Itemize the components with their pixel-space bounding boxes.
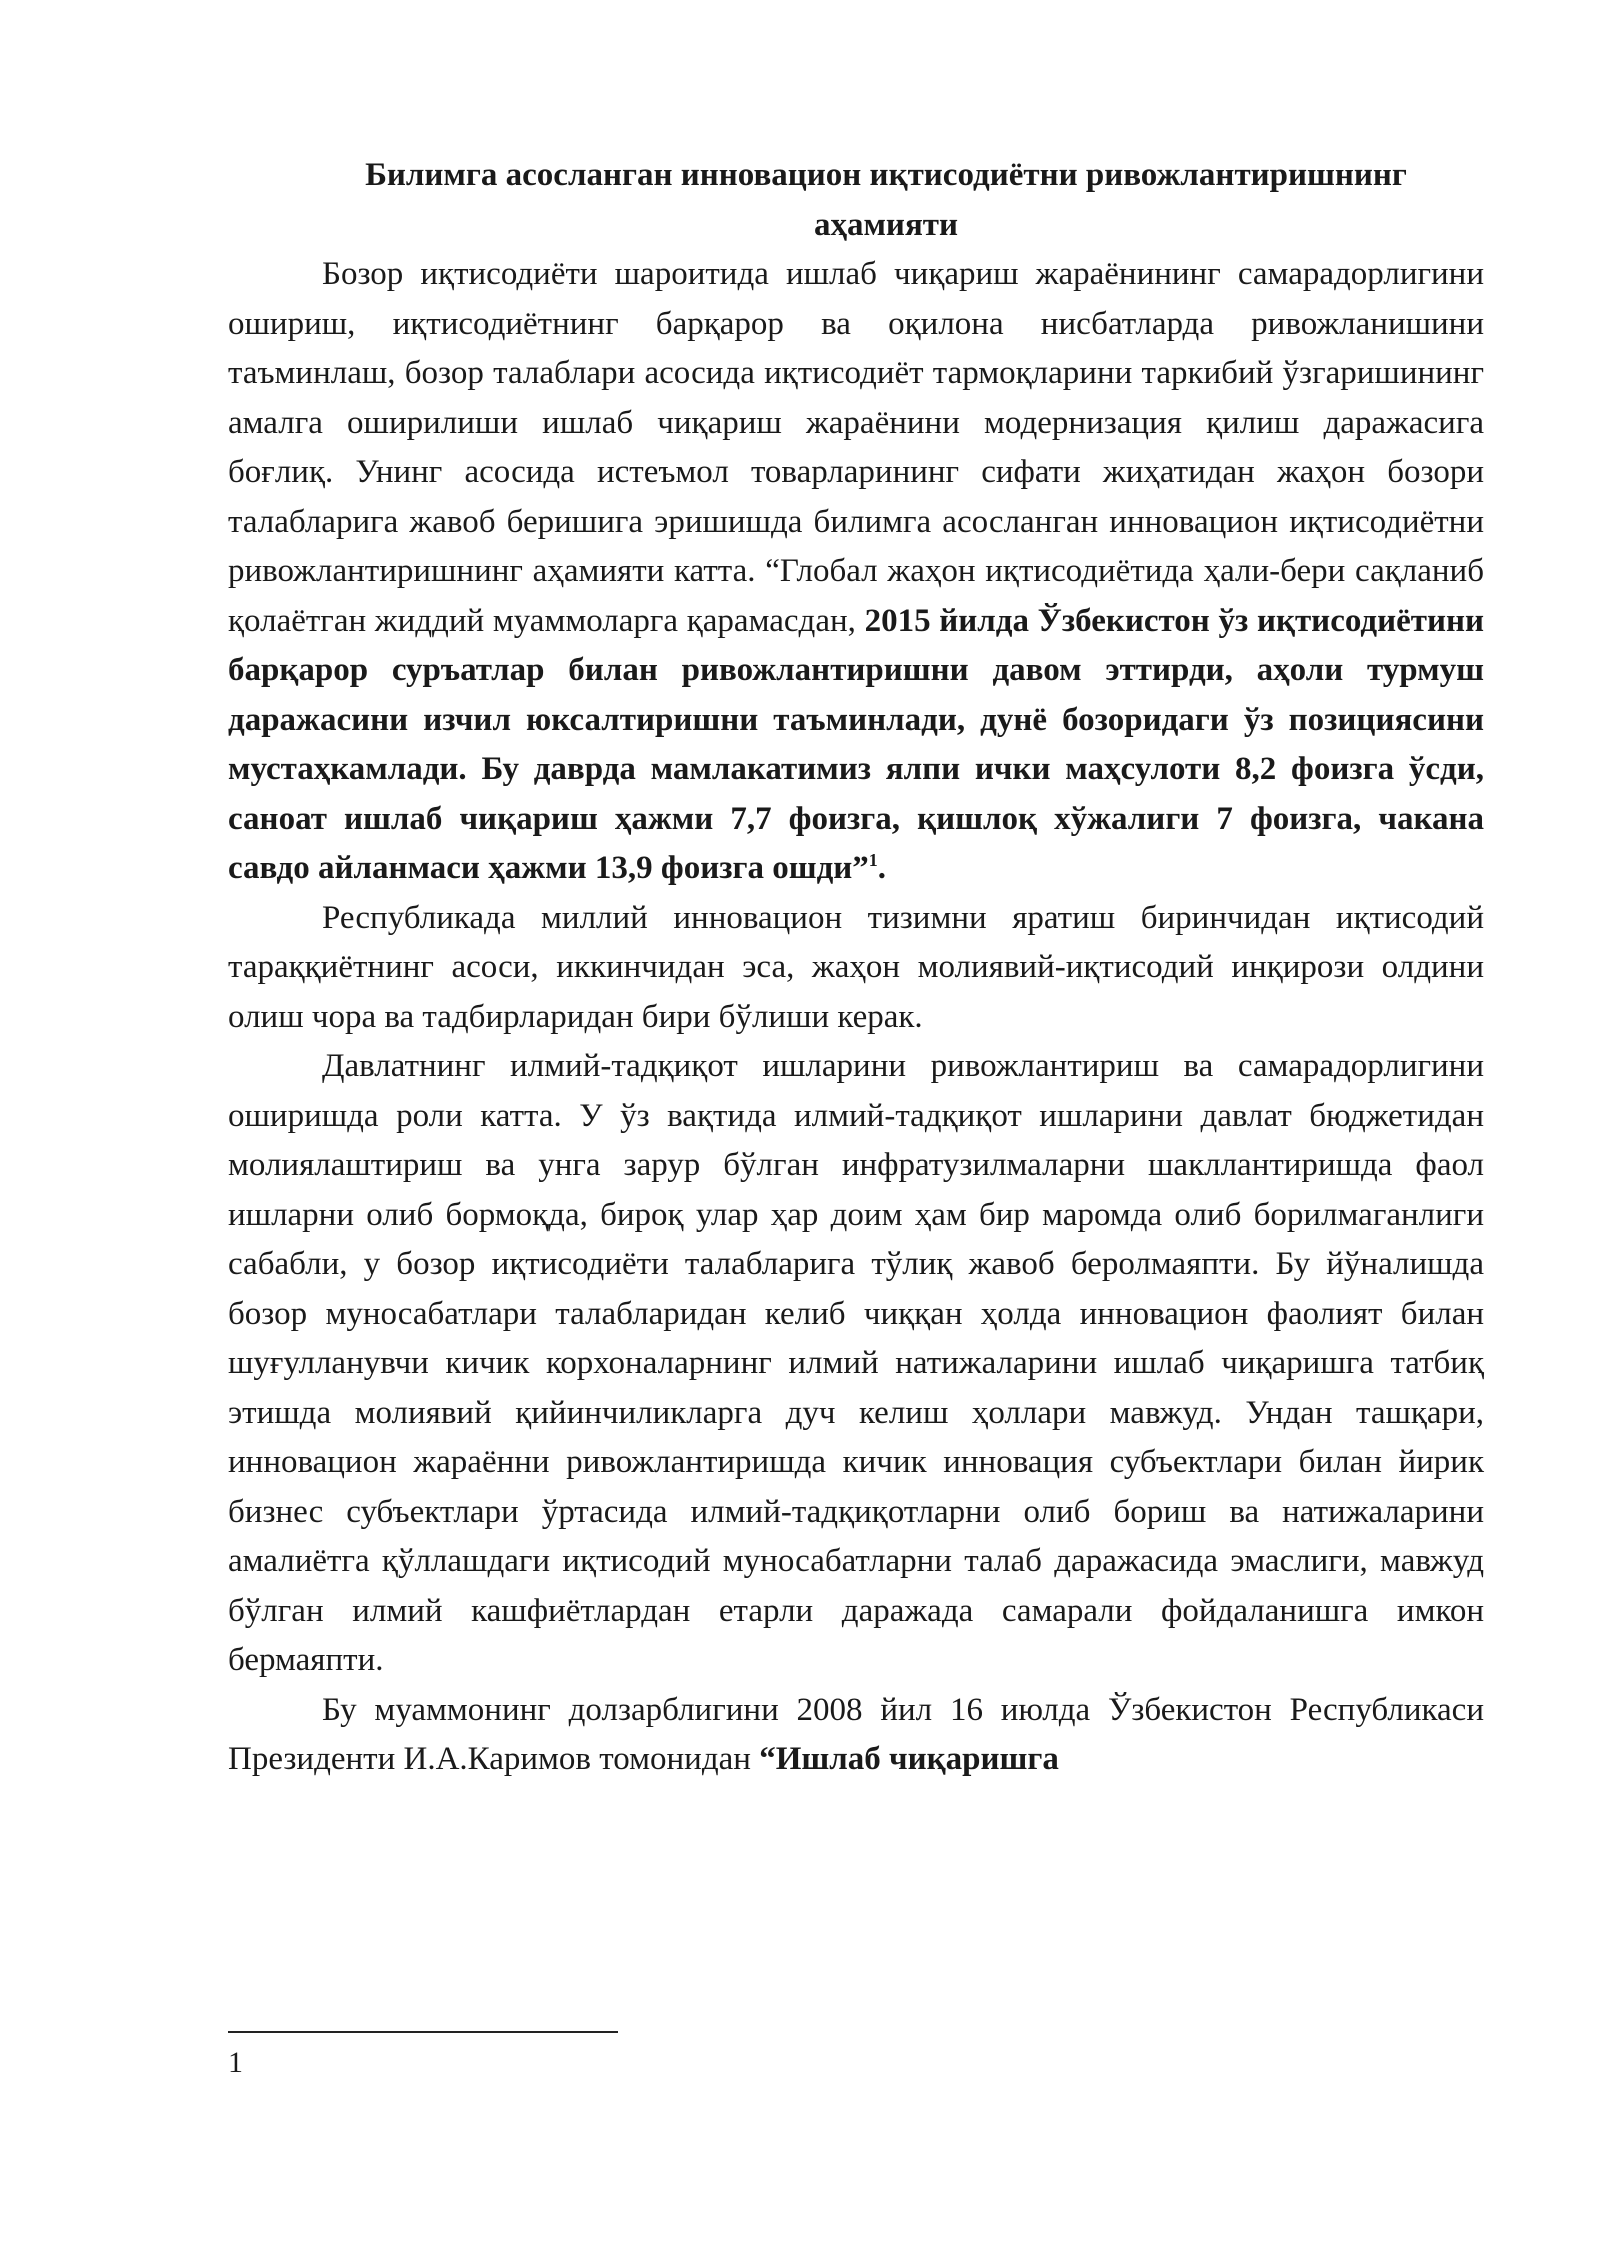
document-body [228, 150, 1484, 1785]
paragraph-1 [228, 250, 1484, 894]
paragraph-3: Давлатнинг илмий-тадқиқот ишларини ривожлантириш ва самарадорлигини оширишда роли катта. У ўз вақтида илмий-тадқиқот ишларини давлат бюджетидан молиялаштириш ва унга зарур бўлган инфратузилмаларни шакллантиришда фаол ишларни олиб бормоқда, бироқ улар ҳар доим ҳам бир маромда олиб борилмаганлиги сабабли, у бозор иқтисодиёти талабларига тўлиқ жавоб беролмаяпти. Бу йўналишда бозор муносабатлари талабларидан келиб чиққан ҳолда инновацион фаолият билан шуғулланувчи кичик корхоналарнинг илмий натижаларини ишлаб чиқаришга татбиқ этишда молиявий қийинчиликларга дуч келиш ҳоллари мавжуд. Ундан ташқари, инновацион жараённи ривожлантиришда кичик инновация субъектлари билан йирик бизнес субъектлари ўртасида илмий-тадқиқотларни олиб бориш ва натижаларини амалиётга қўллашдаги иқтисодий муносабатларни талаб даражасида эмаслиги, мавжуд бўлган илмий кашфиётлардан етарли даражада самарали фойдаланишга имкон бермаяпти. [228, 1048, 1484, 1678]
paragraph-1-bold-quote: 2015 йилда Ўзбекистон ўз иқтисодиётини барқарор суръатлар билан ривожлантиришни давом эттирди, аҳоли турмуш даражасини изчил юксалтиришни таъминлади, дунё бозоридаги ўз позициясини мустаҳкамлади. Бу даврда мамлакатимиз ялпи ички маҳсулоти 8,2 фоизга ўсди, саноат ишлаб чиқариш ҳажми 7,7 фоизга, қишлоқ хўжалиги 7 фоизга, чакана савдо айланмаси ҳажми 13,9 фоизга ошди” [228, 602, 1484, 886]
footnote-separator [228, 2031, 618, 2033]
title-line-2: аҳамияти [813, 207, 959, 243]
footnote-number: 1 [228, 2046, 243, 2079]
document-title [288, 150, 1484, 250]
paragraph-1-end: . [877, 850, 887, 886]
paragraph-4 [228, 1686, 1484, 1785]
paragraph-2: Республикада миллий инновацион тизимни яратиш биринчидан иқтисодий тараққиётнинг асоси, иккинчидан эса, жаҳон молиявий-иқтисодий инқирози олдини олиш чора ва тадбирларидан бири бўлиши керак. [228, 899, 1484, 1035]
title-line-1: Билимга асосланган инновацион иқтисодиётни ривожлантиришнинг [365, 157, 1407, 193]
paragraph-1-text: Бозор иқтисодиёти шароитида ишлаб чиқариш жараёнининг самарадорлигини ошириш, иқтисодиётнинг барқарор ва оқилона нисбатларда ривожланишини таъминлаш, бозор талаблари асосида иқтисодиёт тармоқларини таркибий ўзгаришининг амалга оширилиши ишлаб чиқариш жараёнини модернизация қилиш даражасига боғлиқ. Унинг асосида истеъмол товарларининг сифати жиҳатидан жаҳон бозори талабларига жавоб беришига эришишда билимга асосланган инновацион иқтисодиётни ривожлантиришнинг аҳамияти катта. “Глобал жаҳон иқтисодиётида ҳали-бери сақланиб қолаётган жиддий муаммоларга қарамасдан, [228, 256, 1484, 639]
paragraph-4-text: Бу муаммонинг долзарблигини 2008 йил 16 июлда Ўзбекистон Республикаси Президенти И.А.Каримов томонидан [228, 1691, 1484, 1777]
paragraph-4-bold: “Ишлаб чиқаришга [759, 1741, 1059, 1777]
footnote-reference[interactable]: 1 [868, 850, 878, 870]
